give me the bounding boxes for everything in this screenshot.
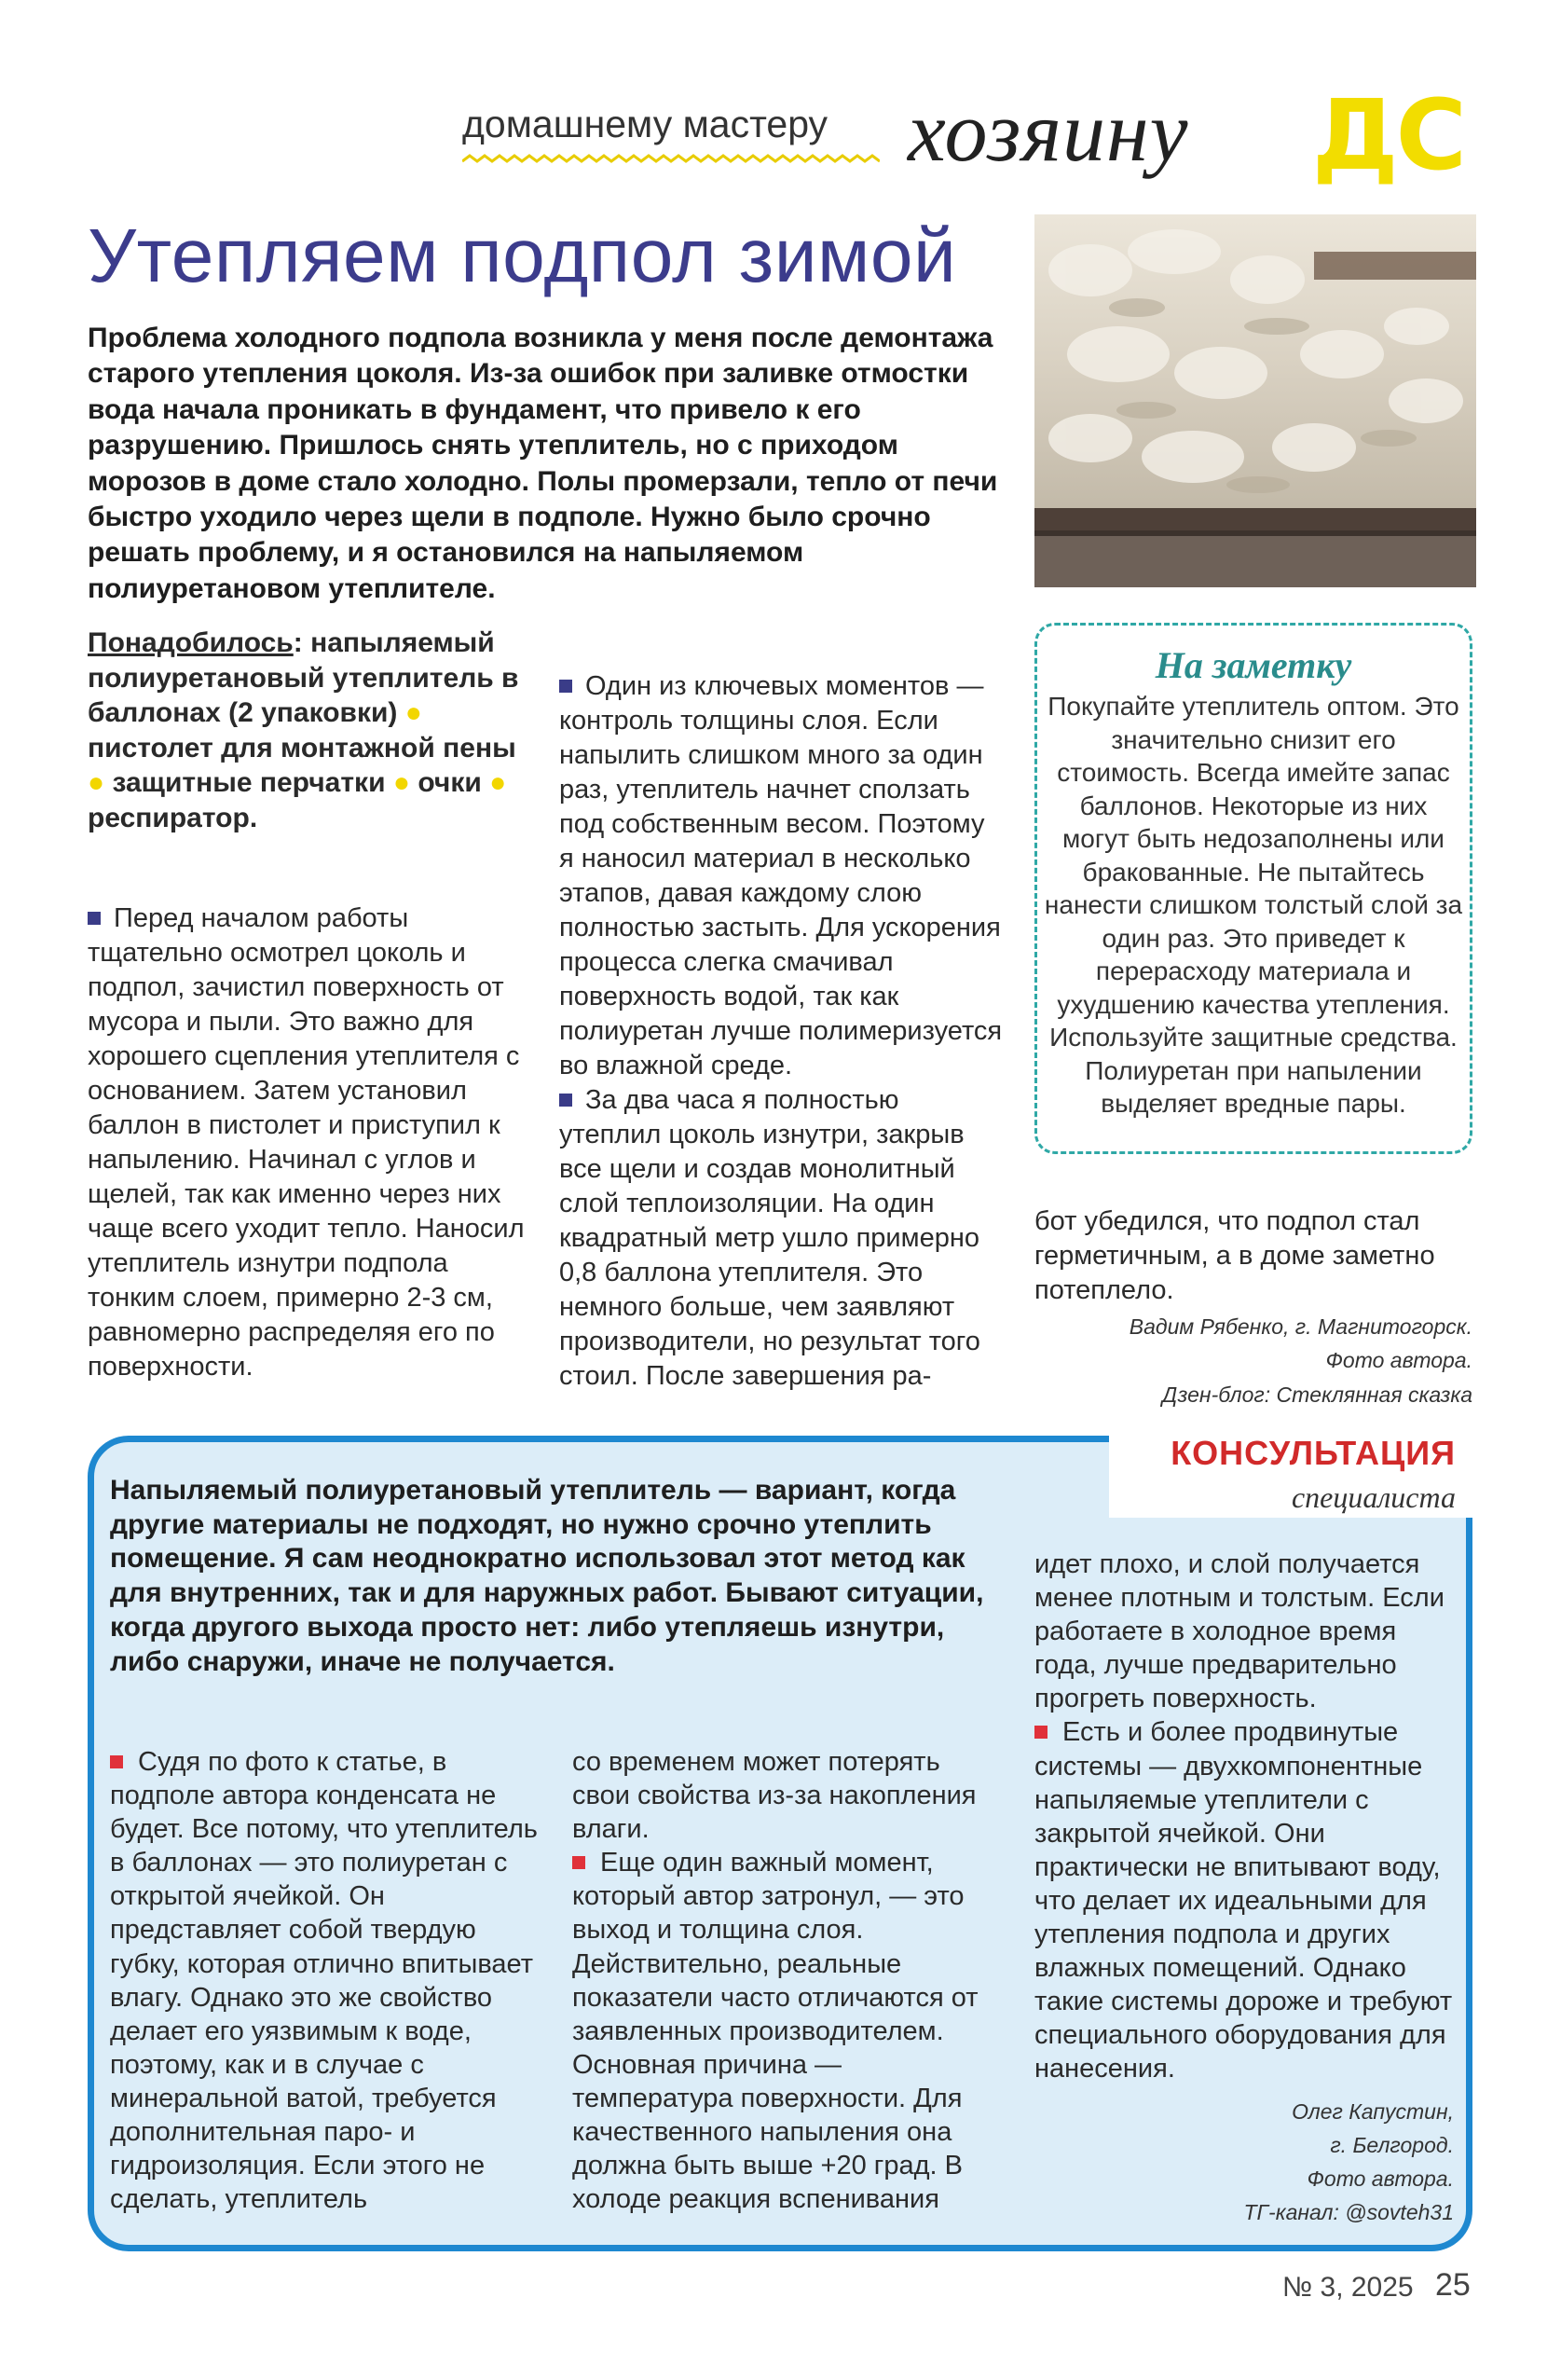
square-bullet-icon bbox=[110, 1755, 123, 1768]
needed-item: очки bbox=[418, 767, 482, 798]
needed-label: Понадобилось bbox=[88, 627, 294, 658]
tip-box-title: На заметку bbox=[1155, 644, 1352, 686]
page-number: 25 bbox=[1435, 2267, 1471, 2303]
bullet-dot-icon: ● bbox=[489, 767, 507, 798]
article-photo bbox=[1034, 214, 1476, 587]
consultation-lead: Напыляемый полиуретановый утеплитель — вариант, когда другие материалы не подходят, но нужно срочно утеплить помещение. Я сам неоднократно использовал этот метод как для внутренних, так и для наружных работ. Бывают ситуации, когда другого выхода просто нет: либо утепляешь изнутри, либо снаружи, иначе не получается. bbox=[110, 1475, 984, 1677]
paragraph-text: Перед началом работы тщательно осмотрел цоколь и подпол, зачистил поверхность от мусора и пыли. Это важно для хорошего сцепления утеплителя с основанием. Затем установил баллон в пистолет и приступил к напылению. Начинал с углов и щелей, так как именно через них чаще всего уходит тепло. Наносил утеплитель изнутри подпола тонким слоем, примерно 2-3 см, равномерно распределяя его по поверхности. bbox=[88, 903, 525, 1382]
paragraph-text: Еще один важный момент, который автор затронул, — это выход и толщина слоя. Действительно, реальные показатели часто отличаются от заявленных производителем. Основная причина — температура поверхности. Для качественного напыления она должна быть выше +20 град. В холоде реакция вспенивания bbox=[572, 1848, 979, 2215]
expert-name: Олег Капустин, bbox=[1292, 2099, 1454, 2124]
square-bullet-icon bbox=[559, 680, 572, 693]
square-bullet-icon bbox=[88, 912, 101, 925]
paragraph-text: Судя по фото к статье, в подполе автора конденсата не будет. Все потому, что утеплитель в баллонах — это полиуретан с открытой ячейкой. Он представляет собой твердую губку, которая отлично впитывает влагу. Однако это же свойство делает его уязвимым к воде, поэтому, как и в случае с минеральной ватой, требуется дополнительная паро- и гидроизоляция. Если этого не сделать, утеплитель bbox=[110, 1747, 538, 2215]
consultation-paragraph-end: со временем может потерять свои свойства из-за накопления влаги. bbox=[572, 1747, 977, 1845]
needed-item: пистолет для монтажной пены bbox=[88, 732, 516, 764]
magazine-logo: ДС bbox=[1312, 78, 1464, 192]
section-heading: хозяину bbox=[908, 84, 1189, 179]
article-column-2 bbox=[559, 669, 1003, 1394]
paragraph-text: Есть и более продвинутые системы — двухкомпонентные напыляемые утеплители с закрытой ячейкой. Они практически не впитывают воду, что делает их идеальными для утепления подпола и других влажных помещений. Однако такие системы дороже и требуют специального оборудования для нанесения. bbox=[1034, 1717, 1453, 2084]
needed-item: защитные перчатки bbox=[112, 767, 386, 798]
needed-intro: : напыляемый полиуретановый утеплитель в баллонах (2 упаковки) bbox=[88, 627, 519, 728]
author-blog: Дзен-блог: Стеклянная сказка bbox=[1161, 1383, 1472, 1407]
article-lead: Проблема холодного подпола возникла у меня после демонтажа старого утепления цоколя. Из-за ошибок при заливке отмостки вода начала проникать в фундамент, что привело к его разрушению. Пришлось снять утеплитель, но с приходом морозов в доме стало холодно. Полы промерзали, тепло от печи быстро уходило через щели в подполе. Нужно было срочно решать проблему, и я остановился на напыляемом полиуретановом утеплителе. bbox=[88, 323, 998, 604]
article-title: Утепляем подпол зимой bbox=[88, 213, 957, 298]
section-zigzag-underline bbox=[462, 153, 880, 164]
section-title: домашнему мастеру bbox=[462, 103, 828, 145]
materials-needed bbox=[88, 626, 526, 835]
consultation-column-2 bbox=[572, 1745, 1003, 2216]
paragraph-text: Один из ключевых моментов — контроль толщины слоя. Если напылить слишком много за один раз, утеплитель начнет сползать под собственным весом. Поэтому я наносил материал в несколько этапов, давая каждому слою полностью застыть. Для ускорения процесса слегка смачивал поверхность водой, так как полиуретан лучше полимеризуется во влажной среде. bbox=[559, 671, 1003, 1080]
consultation-sublabel: специалиста bbox=[1291, 1480, 1456, 1514]
bullet-dot-icon: ● bbox=[88, 767, 105, 798]
article-paragraph-end: бот убедился, что подпол стал герметичным, а в доме заметно потеплело. bbox=[1034, 1206, 1435, 1305]
square-bullet-icon bbox=[559, 1094, 572, 1107]
tip-box-text: Покупайте утеплитель оптом. Это значительно снизит его стоимость. Всегда имейте запас баллонов. Некоторые из них могут быть недозаполнены или бракованные. Не пытайтесь нанести слишком толстый слой за один раз. Это приведет к перерасходу материала и ухудшению качества утепления. Используйте защитные средства. Полиуретан при напылении выделяет вредные пары. bbox=[1044, 692, 1463, 1118]
consultation-label: КОНСУЛЬТАЦИЯ bbox=[1171, 1434, 1456, 1472]
square-bullet-icon bbox=[572, 1856, 585, 1869]
bullet-dot-icon: ● bbox=[392, 767, 410, 798]
square-bullet-icon bbox=[1034, 1726, 1048, 1739]
expert-photo-credit: Фото автора. bbox=[1307, 2167, 1454, 2191]
article-paragraph bbox=[559, 669, 1003, 1083]
bullet-dot-icon: ● bbox=[404, 697, 422, 728]
paragraph-text: За два часа я полностью утеплил цоколь изнутри, закрыв все щели и создав монолитный слой теплоизоляции. На один квадратный метр ушло примерно 0,8 баллона утеплителя. Это немного больше, чем заявляют производители, но результат того стоил. После завершения ра- bbox=[559, 1085, 980, 1391]
consultation-paragraph-end: идет плохо, и слой получается менее плотным и толстым. Если работаете в холодное время года, лучше предварительно прогреть поверхность. bbox=[1034, 1549, 1445, 1714]
article-paragraph bbox=[559, 1083, 1003, 1394]
article-paragraph bbox=[88, 901, 526, 1384]
needed-item: респиратор. bbox=[88, 802, 258, 833]
author-name: Вадим Рябенко, г. Магнитогорск. bbox=[1129, 1314, 1472, 1339]
expert-city: г. Белгород. bbox=[1330, 2133, 1454, 2157]
consultation-paragraph bbox=[110, 1745, 541, 2216]
consultation-paragraph bbox=[1034, 1715, 1454, 2085]
photo-credit: Фото автора. bbox=[1325, 1348, 1472, 1372]
issue-number: № 3, 2025 bbox=[1282, 2272, 1414, 2303]
consultation-paragraph bbox=[572, 1846, 1003, 2216]
consultation-column-3 bbox=[1034, 1548, 1454, 2086]
expert-channel: ТГ-канал: @sovteh31 bbox=[1243, 2200, 1454, 2224]
